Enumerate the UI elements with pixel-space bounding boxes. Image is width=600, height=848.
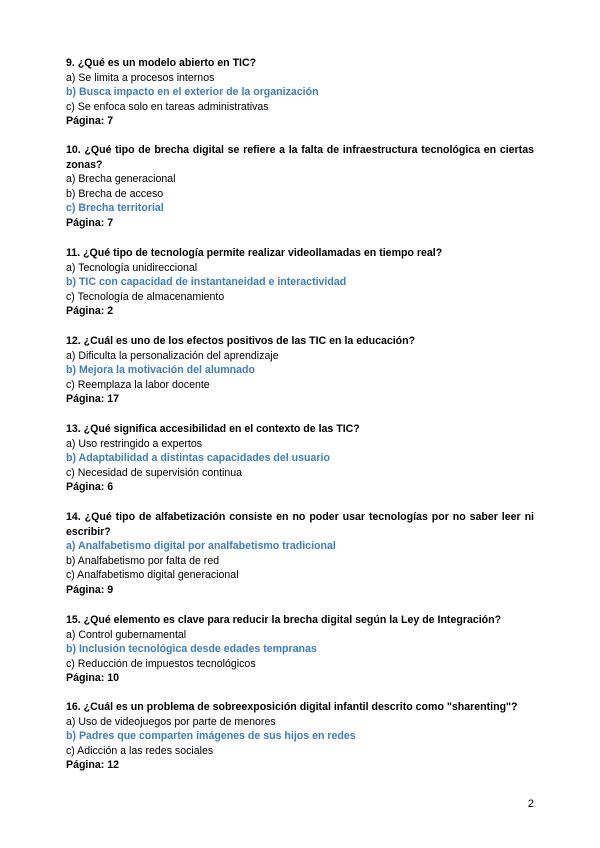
page-reference: Página: 17	[66, 393, 119, 406]
question-block-13	[66, 422, 534, 495]
page-reference: Página: 7	[66, 115, 114, 128]
page-number: 2	[527, 798, 534, 810]
question-block-12	[66, 334, 534, 407]
question-block-10	[66, 143, 534, 231]
option-b-correct: b) Mejora la motivación del alumnado	[66, 364, 255, 377]
question-block-9	[66, 56, 534, 129]
page-reference: Página: 2	[66, 305, 114, 318]
page-reference: Página: 9	[66, 583, 114, 596]
option-c: c) Se enfoca solo en tareas administrativas	[66, 100, 269, 113]
option-a-correct: a) Analfabetismo digital por analfabetismo tradicional	[66, 540, 336, 553]
option-a: a) Brecha generacional	[66, 173, 176, 186]
option-b-correct: b) Busca impacto en el exterior de la organización	[66, 86, 319, 99]
question-text: 12. ¿Cuál es uno de los efectos positivos de las TIC en la educación?	[66, 335, 416, 347]
option-c: c) Analfabetismo digital generacional	[66, 569, 239, 582]
question-text: 13. ¿Qué significa accesibilidad en el contexto de las TIC?	[66, 423, 360, 435]
question-block-11	[66, 246, 534, 319]
option-b-correct: b) Inclusión tecnológica desde edades tempranas	[66, 643, 317, 656]
page-reference: Página: 6	[66, 481, 114, 494]
question-block-14	[66, 510, 534, 598]
question-text: 9. ¿Qué es un modelo abierto en TIC?	[66, 57, 257, 69]
option-b-correct: b) TIC con capacidad de instantaneidad e interactividad	[66, 276, 347, 289]
question-text: 11. ¿Qué tipo de tecnología permite realizar videollamadas en tiempo real?	[66, 247, 443, 259]
page-reference: Página: 12	[66, 759, 119, 772]
question-text: 16. ¿Cuál es un problema de sobreexposición digital infantil descrito como "sharenting"?	[66, 701, 518, 713]
option-a: a) Uso restringido a expertos	[66, 437, 203, 450]
option-c: c) Tecnología de almacenamiento	[66, 290, 225, 303]
option-c-correct: c) Brecha territorial	[66, 202, 164, 215]
page-reference: Página: 7	[66, 216, 114, 229]
question-text: 14. ¿Qué tipo de alfabetización consiste en no poder usar tecnologías por no saber leer ni escribir?	[66, 511, 534, 538]
question-block-15	[66, 613, 534, 686]
page-reference: Página: 10	[66, 672, 119, 685]
option-a: a) Uso de videojuegos por parte de menores	[66, 715, 276, 728]
option-c: c) Necesidad de supervisión continua	[66, 466, 243, 479]
option-a: a) Control gubernamental	[66, 628, 187, 641]
question-block-16	[66, 700, 534, 773]
option-b-correct: b) Adaptabilidad a distintas capacidades del usuario	[66, 452, 330, 465]
option-a: a) Dificulta la personalización del aprendizaje	[66, 349, 279, 362]
option-c: c) Adicción a las redes sociales	[66, 744, 214, 757]
option-c: c) Reemplaza la labor docente	[66, 378, 210, 391]
option-a: a) Se limita a procesos internos	[66, 71, 215, 84]
option-b: b) Brecha de acceso	[66, 187, 164, 200]
option-a: a) Tecnología unidireccional	[66, 261, 198, 274]
option-c: c) Reducción de impuestos tecnológicos	[66, 657, 256, 670]
option-b-correct: b) Padres que comparten imágenes de sus hijos en redes	[66, 730, 356, 743]
question-text: 15. ¿Qué elemento es clave para reducir la brecha digital según la Ley de Integración?	[66, 614, 502, 626]
option-b: b) Analfabetismo por falta de red	[66, 554, 220, 567]
question-text: 10. ¿Qué tipo de brecha digital se refiere a la falta de infraestructura tecnológica en ciertas zonas?	[66, 144, 534, 171]
